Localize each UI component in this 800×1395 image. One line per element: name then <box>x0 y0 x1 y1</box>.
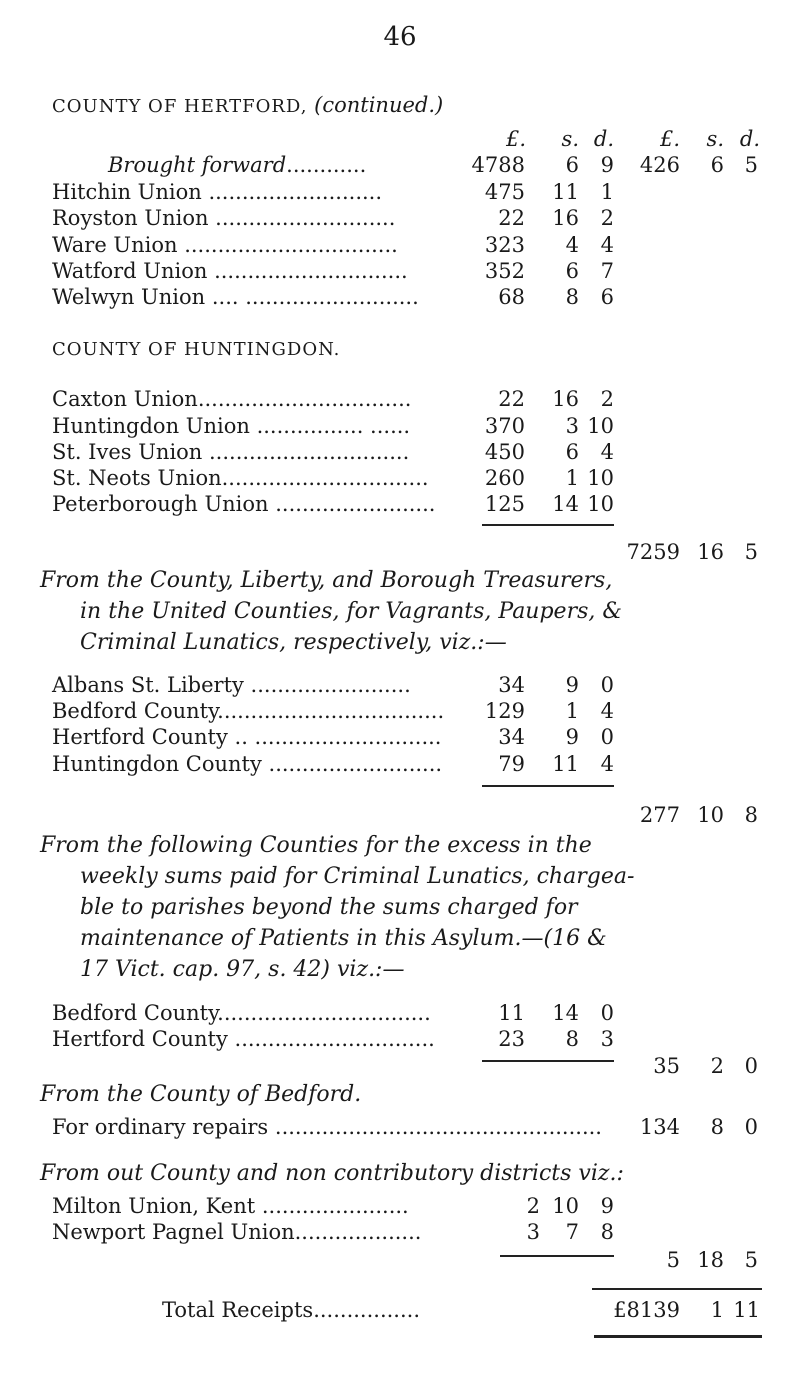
subtotal-rule <box>482 785 614 787</box>
col-header-pence: d. <box>593 127 614 151</box>
hertford-heading-continued: (continued.) <box>314 93 444 117</box>
pounds-cell: 35 <box>653 1054 680 1078</box>
pence-cell: 8 <box>744 803 758 827</box>
shillings-cell: 3 <box>565 414 579 438</box>
pounds-cell: 450 <box>484 440 525 464</box>
pence-cell: 10 <box>587 414 614 438</box>
shillings-cell: 18 <box>697 1248 724 1272</box>
shillings-cell: 4 <box>565 233 579 257</box>
huntingdon-heading: COUNTY OF HUNTINGDON. <box>52 339 341 360</box>
shillings-cell: 7 <box>565 1220 579 1244</box>
pence-cell: 0 <box>744 1115 758 1139</box>
treasurers-heading <box>0 565 622 658</box>
pence-cell: 2 <box>600 206 614 230</box>
row-label: Newport Pagnel Union................... <box>52 1220 422 1244</box>
pounds-cell: 5 <box>666 1248 680 1272</box>
row-label: Huntingdon Union ................ ...... <box>52 414 411 438</box>
excess-line: maintenance of Patients in this Asylum.—(16 & <box>80 926 607 951</box>
pounds-cell: 11 <box>498 1001 525 1025</box>
hertford-heading <box>52 93 443 117</box>
pence-cell: 4 <box>600 699 614 723</box>
pence-cell: 4 <box>600 233 614 257</box>
total-rule <box>592 1288 762 1290</box>
excess-line: From the following Counties for the excess in the <box>40 833 592 858</box>
pounds-cell: 323 <box>484 233 525 257</box>
shillings-cell: 14 <box>552 492 579 516</box>
shillings-cell: 11 <box>552 180 579 204</box>
total-row <box>0 1298 800 1328</box>
pounds-cell: 68 <box>498 285 525 309</box>
row-label: For ordinary repairs ................................................. <box>52 1115 602 1139</box>
total-shillings-cell: 1 <box>710 1298 724 1322</box>
subtotal-row <box>0 1248 800 1278</box>
table-row <box>0 206 800 236</box>
total-pence-cell: 11 <box>733 1298 760 1322</box>
pounds-cell: 22 <box>498 387 525 411</box>
pence-cell: 4 <box>600 440 614 464</box>
pence-cell: 10 <box>587 492 614 516</box>
excess-heading <box>0 830 634 985</box>
pence-cell: 0 <box>744 1054 758 1078</box>
shillings-cell: 9 <box>565 725 579 749</box>
treasurers-line: Criminal Lunatics, respectively, viz.:— <box>80 630 507 655</box>
brought-forward-row <box>0 153 800 183</box>
pence-cell: 0 <box>600 673 614 697</box>
pounds-cell: 475 <box>484 180 525 204</box>
pence-cell: 0 <box>600 1001 614 1025</box>
shillings-cell: 1 <box>565 466 579 490</box>
pence-cell: 7 <box>600 259 614 283</box>
shillings-cell: 8 <box>565 1027 579 1051</box>
pounds-cell: 22 <box>498 206 525 230</box>
row-label: Royston Union ........................... <box>52 206 396 230</box>
total-pounds-cell: £8139 <box>613 1298 680 1322</box>
subtotal-row <box>0 803 800 833</box>
shillings-cell: 10 <box>697 803 724 827</box>
shillings-cell: 6 <box>565 153 579 177</box>
row-label: Bedford County.................................. <box>52 699 445 723</box>
pence-cell: 0 <box>600 725 614 749</box>
row-label: Bedford County................................ <box>52 1001 431 1025</box>
row-label: Welwyn Union .... .......................... <box>52 285 419 309</box>
pounds-cell: 3 <box>526 1220 540 1244</box>
excess-line: ble to parishes beyond the sums charged for <box>80 895 578 920</box>
row-label: Caxton Union................................ <box>52 387 412 411</box>
table-row <box>0 1220 800 1250</box>
shillings-cell-2: 6 <box>710 153 724 177</box>
pence-cell: 9 <box>600 153 614 177</box>
row-label: Huntingdon County .......................... <box>52 752 443 776</box>
row-label: Hertford County .............................. <box>52 1027 435 1051</box>
pence-cell: 5 <box>744 540 758 564</box>
pence-cell: 9 <box>600 1194 614 1218</box>
table-row <box>0 752 800 782</box>
pence-cell-2: 5 <box>744 153 758 177</box>
hertford-heading-text: COUNTY OF HERTFORD, <box>52 96 308 117</box>
col-header-shillings: s. <box>561 127 579 151</box>
pounds-cell: 277 <box>639 803 680 827</box>
table-row <box>0 492 800 522</box>
pounds-cell: 125 <box>484 492 525 516</box>
col-header-pounds-2: £. <box>659 127 680 151</box>
shillings-cell: 16 <box>552 206 579 230</box>
pounds-cell: 4788 <box>471 153 525 177</box>
pence-cell: 10 <box>587 466 614 490</box>
pounds-cell: 260 <box>484 466 525 490</box>
page-number: 46 <box>383 22 417 52</box>
shillings-cell: 6 <box>565 440 579 464</box>
col-header-pence-2: d. <box>739 127 760 151</box>
shillings-cell: 1 <box>565 699 579 723</box>
col-header-pounds: £. <box>505 127 526 151</box>
pounds-cell: 129 <box>484 699 525 723</box>
bedford-heading: From the County of Bedford. <box>40 1082 362 1107</box>
row-label: Hertford County .. ............................ <box>52 725 442 749</box>
table-row <box>0 1027 800 1057</box>
row-label: Milton Union, Kent ...................... <box>52 1194 409 1218</box>
excess-line: 17 Vict. cap. 97, s. 42) viz.:— <box>80 957 405 982</box>
row-label: St. Ives Union .............................. <box>52 440 410 464</box>
row-label: St. Neots Union............................... <box>52 466 429 490</box>
table-row <box>0 387 800 417</box>
shillings-cell: 16 <box>552 387 579 411</box>
row-label: Albans St. Liberty ........................ <box>52 673 411 697</box>
bedford-repairs-row <box>0 1115 800 1145</box>
pence-cell: 4 <box>600 752 614 776</box>
pounds-cell: 2 <box>526 1194 540 1218</box>
pounds-cell: 34 <box>498 673 525 697</box>
pounds-cell: 34 <box>498 725 525 749</box>
pounds-cell-2: 426 <box>639 153 680 177</box>
pounds-cell: 7259 <box>626 540 680 564</box>
row-label: Watford Union ............................. <box>52 259 408 283</box>
treasurers-line: in the United Counties, for Vagrants, Paupers, & <box>80 599 622 624</box>
excess-line: weekly sums paid for Criminal Lunatics, chargea- <box>80 864 635 889</box>
pounds-cell: 134 <box>639 1115 680 1139</box>
pounds-cell: 79 <box>498 752 525 776</box>
shillings-cell: 14 <box>552 1001 579 1025</box>
pounds-cell: 352 <box>484 259 525 283</box>
shillings-cell: 8 <box>565 285 579 309</box>
shillings-cell: 8 <box>710 1115 724 1139</box>
pence-cell: 3 <box>600 1027 614 1051</box>
table-row <box>0 725 800 755</box>
shillings-cell: 6 <box>565 259 579 283</box>
shillings-cell: 2 <box>710 1054 724 1078</box>
pounds-cell: 370 <box>484 414 525 438</box>
shillings-cell: 10 <box>552 1194 579 1218</box>
treasurers-line: From the County, Liberty, and Borough Treasurers, <box>40 568 613 593</box>
table-row <box>0 285 800 315</box>
row-label: Hitchin Union .......................... <box>52 180 383 204</box>
shillings-cell: 11 <box>552 752 579 776</box>
subtotal-rule <box>482 524 614 526</box>
pence-cell: 6 <box>600 285 614 309</box>
pounds-cell: 23 <box>498 1027 525 1051</box>
row-label: Ware Union ................................ <box>52 233 398 257</box>
pence-cell: 2 <box>600 387 614 411</box>
shillings-cell: 16 <box>697 540 724 564</box>
shillings-cell: 9 <box>565 673 579 697</box>
pence-cell: 1 <box>600 180 614 204</box>
brought-forward-label: Brought forward............ <box>108 153 367 177</box>
double-rule <box>594 1335 762 1338</box>
pence-cell: 8 <box>600 1220 614 1244</box>
total-label: Total Receipts................ <box>162 1298 420 1322</box>
pence-cell: 5 <box>744 1248 758 1272</box>
col-header-shillings-2: s. <box>706 127 724 151</box>
row-label: Peterborough Union ........................ <box>52 492 436 516</box>
out-county-heading: From out County and non contributory districts viz.: <box>40 1161 624 1186</box>
